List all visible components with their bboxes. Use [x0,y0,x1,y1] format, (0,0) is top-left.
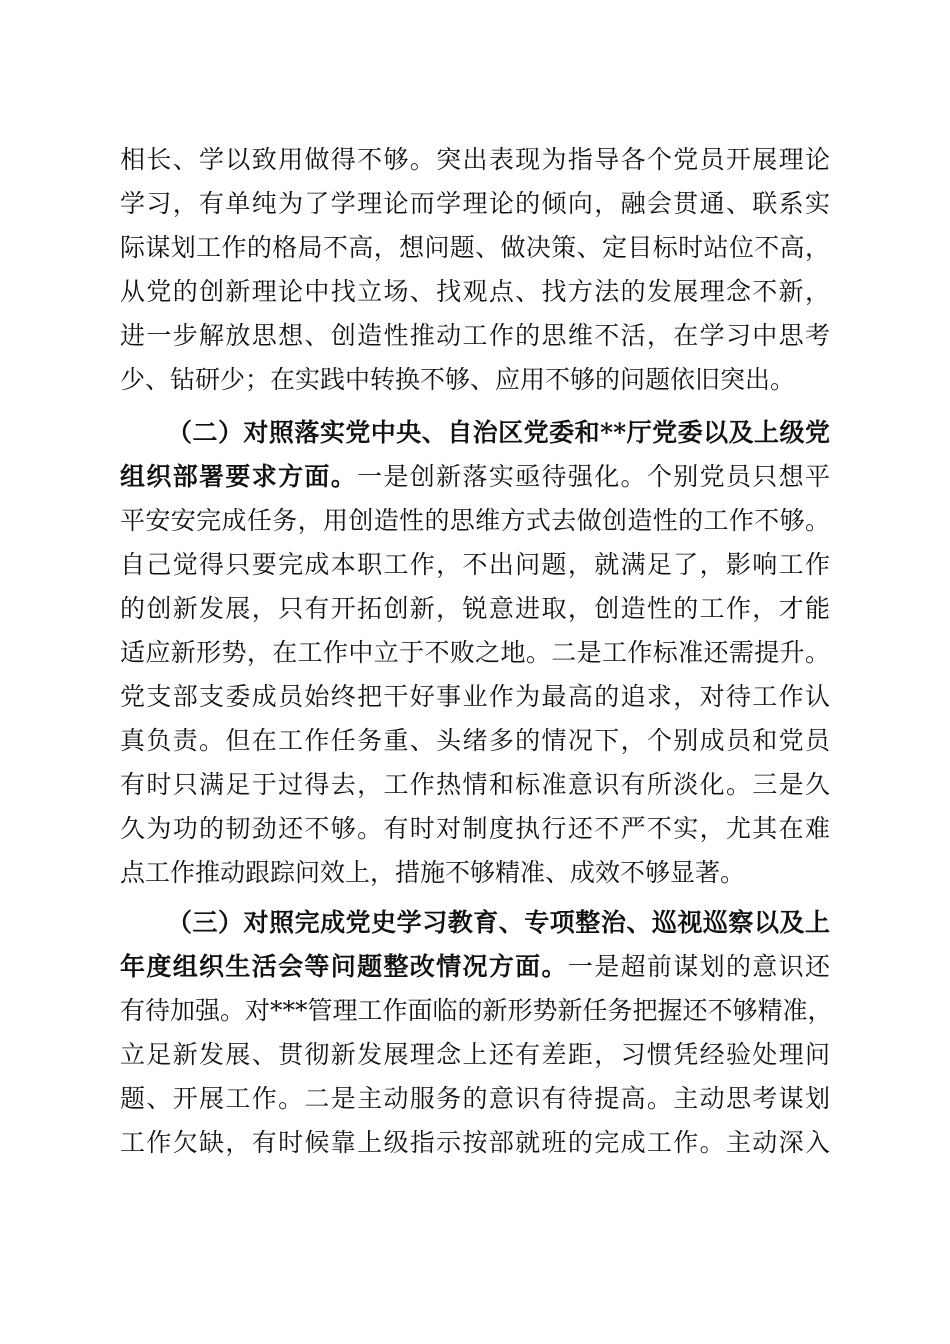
line-text: 有待加强。对***管理工作面临的新形势新任务把握还不够精准， [120,996,833,1025]
line-text: 际谋划工作的格局不高，想问题、做决策、定目标时站位不高， [120,233,830,262]
line-text: 久为功的韧劲还不够。有时对制度执行还不严不实，尤其在难 [120,814,830,843]
line-text: 适应新形势，在工作中立于不败之地。二是工作标准还需提升。 [120,638,830,667]
paragraph-1-line-1 [120,137,830,183]
paragraph-3-line-6 [120,1120,830,1166]
paragraph-1-line-3 [120,225,830,271]
paragraph-3-line-5 [120,1076,830,1122]
paragraph-1-line-6 [120,357,830,403]
section-heading: （二）对照落实党中央、自治区党委和**厅党委以及上级党 [167,418,830,447]
line-text: 的创新发展，只有开拓创新，锐意进取，创造性的工作，才能 [120,594,830,623]
paragraph-2-line-6 [120,630,830,676]
line-text: 相长、学以致用做得不够。突出表现为指导各个党员开展理论 [120,145,830,174]
section-heading: 组织部署要求方面。 [120,462,358,491]
section-heading: （三）对照完成党史学习教育、专项整治、巡视巡察以及上 [167,908,830,937]
line-text: 自己觉得只要完成本职工作，不出问题，就满足了，影响工作 [120,550,830,579]
paragraph-2-line-5 [120,586,830,632]
paragraph-2-line-7 [120,674,830,720]
paragraph-2-line-9 [120,762,830,808]
paragraph-2-line-8 [120,718,830,764]
line-text: 题、开展工作。二是主动服务的意识有待提高。主动思考谋划 [120,1084,830,1113]
paragraph-1-line-5 [120,313,830,359]
paragraph-3-line-3 [120,988,833,1034]
line-text: 党支部支委成员始终把干好事业作为最高的追求，对待工作认 [120,682,830,711]
line-text: 平安安完成任务，用创造性的思维方式去做创造性的工作不够。 [120,506,830,535]
paragraph-3-line-1 [167,900,830,946]
paragraph-1-line-2 [120,181,830,227]
paragraph-1-line-4 [120,269,830,315]
line-text: 立足新发展、贯彻新发展理念上还有差距，习惯凭经验处理问 [120,1040,830,1069]
line-text: 少、钻研少；在实践中转换不够、应用不够的问题依旧突出。 [120,365,796,394]
paragraph-3-line-4 [120,1032,830,1078]
paragraph-2-line-11 [120,850,830,896]
line-text: 学习，有单纯为了学理论而学理论的倾向，融会贯通、联系实 [120,189,830,218]
line-text: 真负责。但在工作任务重、头绪多的情况下，个别成员和党员 [120,726,830,755]
line-text: 点工作推动跟踪问效上，措施不够精准、成效不够显著。 [120,858,746,887]
paragraph-2-line-10 [120,806,830,852]
line-text: 一是超前谋划的意识还 [567,952,830,981]
line-text: 进一步解放思想、创造性推动工作的思维不活，在学习中思考 [120,321,830,350]
paragraph-2-line-1 [167,410,830,456]
section-heading: 年度组织生活会等问题整改情况方面。 [120,952,568,981]
paragraph-3-line-2 [120,944,830,990]
line-text: 有时只满足于过得去，工作热情和标准意识有所淡化。三是久 [120,770,830,799]
line-text: 从党的创新理论中找立场、找观点、找方法的发展理念不新， [120,277,830,306]
line-text: 工作欠缺，有时候靠上级指示按部就班的完成工作。主动深入 [120,1128,830,1157]
paragraph-2-line-2 [120,454,830,500]
paragraph-2-line-3 [120,498,830,544]
line-text: 一是创新落实亟待强化。个别党员只想平 [357,462,830,491]
paragraph-2-line-4 [120,542,830,588]
